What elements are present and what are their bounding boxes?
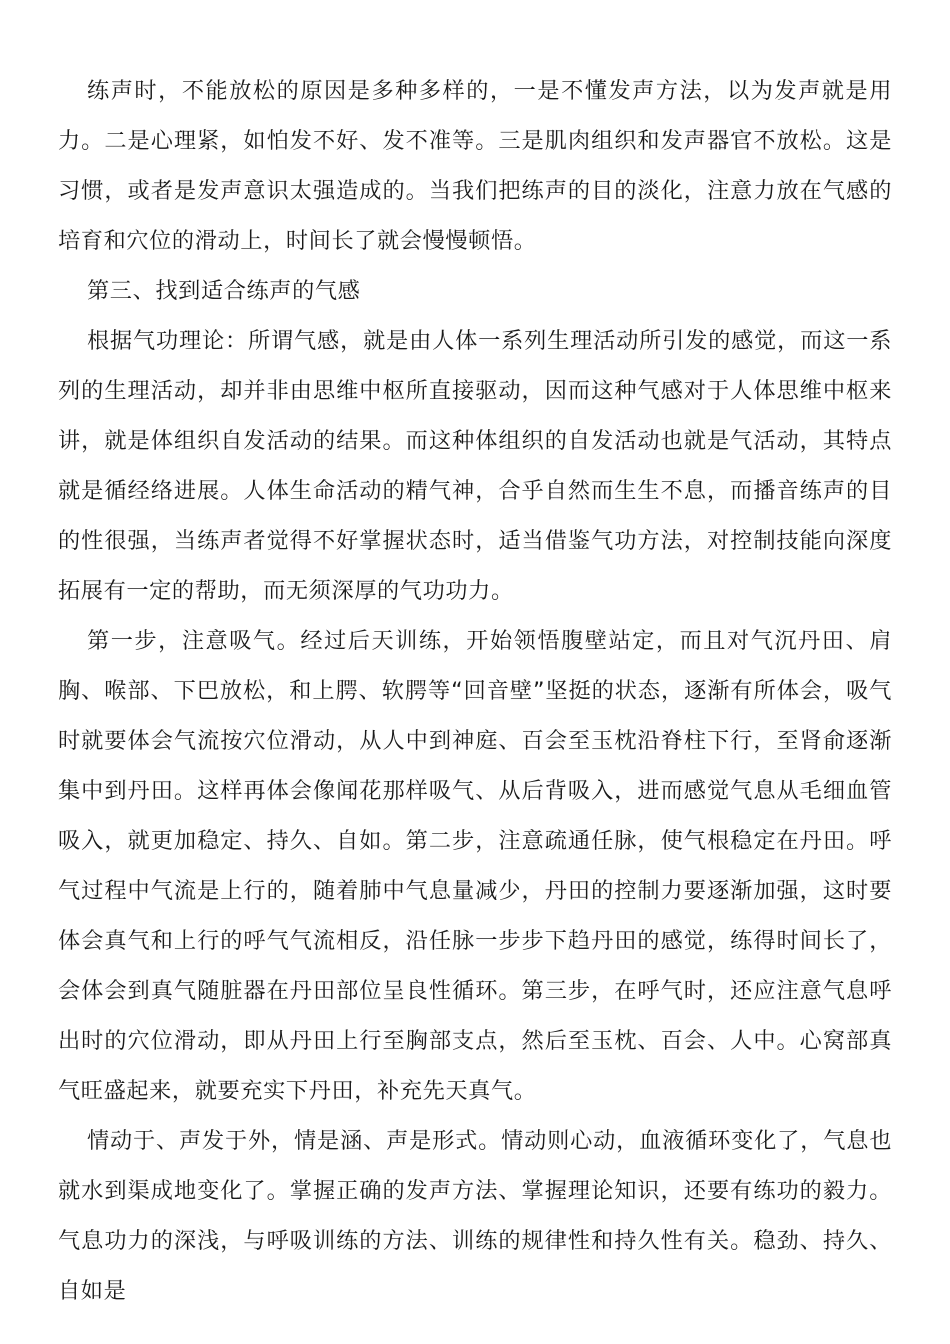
paragraph-emotion-and-voice: 情动于、声发于外，情是涵、声是形式。情动则心动，血液循环变化了，气息也就水到渠成地变化了。掌握正确的发声方法、掌握理论知识，还要有练功的毅力。气息功力的深浅，与呼吸训练的方法、训练的规律性和持久性有关。稳劲、持久、自如是 [58,1128,892,1304]
paragraph-breathing-steps: 第一步，注意吸气。经过后天训练，开始领悟腹壁站定，而且对气沉丹田、肩胸、喉部、下巴放松，和上腭、软腭等“回音壁”坚挺的状态，逐渐有所体会，吸气时就要体会气流按穴位滑动，从人中到神庭、百会至玉枕沿脊柱下行，至肾俞逐渐集中到丹田。这样再体会像闻花那样吸气、从后背吸入，进而感觉气息从毛细血管吸入，就更加稳定、持久、自如。第二步，注意疏通任脉，使气根稳定在丹田。呼气过程中气流是上行的，随着肺中气息量减少，丹田的控制力要逐渐加强，这时要体会真气和上行的呼气气流相反，沿任脉一步步下趋丹田的感觉，练得时间长了，会体会到真气随脏器在丹田部位呈良性循环。第三步，在呼气时，还应注意气息呼出时的穴位滑动，即从丹田上行至胸部支点，然后至玉枕、百会、人中。心窝部真气旺盛起来，就要充实下丹田，补充先天真气。 [58,628,892,1104]
paragraph-qigong-theory: 根据气功理论：所谓气感，就是由人体一系列生理活动所引发的感觉，而这一系列的生理活动，却并非由思维中枢所直接驱动，因而这种气感对于人体思维中枢来讲，就是体组织自发活动的结果。而这种体组织的自发活动也就是气活动，其特点就是循经络进展。人体生命活动的精气神，合乎自然而生生不息，而播音练声的目的性很强，当练声者觉得不好掌握状态时，适当借鉴气功方法，对控制技能向深度拓展有一定的帮助，而无须深厚的气功功力。 [58,328,892,604]
paragraph-relaxation-reasons: 练声时，不能放松的原因是多种多样的，一是不懂发声方法，以为发声就是用力。二是心理紧，如怕发不好、发不准等。三是肌肉组织和发声器官不放松。这是习惯，或者是发声意识太强造成的。当我们把练声的目的淡化，注意力放在气感的培育和穴位的滑动上，时间长了就会慢慢顿悟。 [58,78,892,254]
section-heading-third: 第三、找到适合练声的气感 [87,278,361,304]
document-page [58,66,892,1316]
